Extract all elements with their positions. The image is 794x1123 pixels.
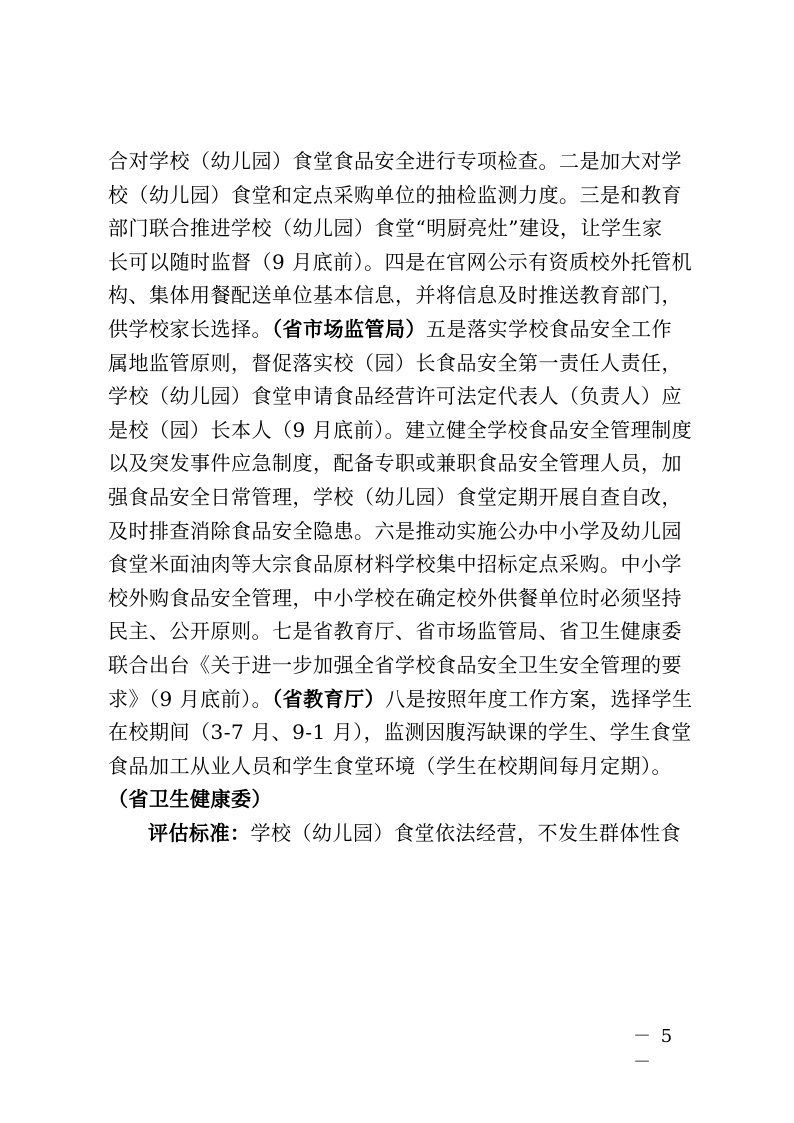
text-line <box>108 414 698 448</box>
page-number: － 5 － <box>633 1026 675 1073</box>
text-line <box>108 481 698 515</box>
text-run: 及时排查消除食品安全隐患。六是推动实施公办中小学及幼儿园 <box>108 518 682 543</box>
text-run: 五是落实学校食品安全工作 <box>426 316 672 341</box>
text-run: 食堂米面油肉等大宗食品原材料学校集中招标定点采购。中小学 <box>108 552 682 577</box>
text-line <box>108 750 698 784</box>
body-text <box>108 145 698 850</box>
text-line <box>108 347 698 381</box>
responsible-agency-label: （省教育厅） <box>272 686 386 711</box>
text-run: 合对学校（幼儿园）食堂食品安全进行专项检查。二是加大对学 <box>108 149 682 173</box>
text-run: 部门联合推进学校（幼儿园）食堂“明厨亮灶”建设，让学生家 <box>108 216 663 241</box>
text-run: 学校（幼儿园）食堂依法经营，不发生群体性食 <box>250 820 681 845</box>
text-line <box>108 246 698 280</box>
text-line <box>108 447 698 481</box>
evaluation-standard-label: 评估标准： <box>148 820 251 845</box>
text-line <box>108 548 698 582</box>
text-run: 校（幼儿园）食堂和定点采购单位的抽检监测力度。三是和教育 <box>108 182 682 207</box>
text-run: 是校（园）长本人（9 月底前）。建立健全学校食品安全管理制度 <box>108 417 693 442</box>
text-line <box>108 649 698 683</box>
responsible-agency-label: （省卫生健康委） <box>108 787 272 812</box>
text-run: 八是按照年度工作方案，选择学生 <box>385 686 693 711</box>
text-run: 民主、公开原则。七是省教育厅、省市场监管局、省卫生健康委 <box>108 619 682 644</box>
text-run: 构、集体用餐配送单位基本信息，并将信息及时推送教育部门， <box>108 283 682 308</box>
text-run: 联合出台《关于进一步加强全省学校食品安全卫生安全管理的要 <box>108 652 682 677</box>
text-run: 求》（9 月底前）。 <box>108 686 273 711</box>
text-run: 长可以随时监督（9 月底前）。四是在官网公示有资质校外托管机 <box>108 249 693 274</box>
text-run: 供学校家长选择。 <box>108 316 272 341</box>
text-line <box>108 582 698 616</box>
text-run: 强食品安全日常管理，学校（幼儿园）食堂定期开展自查自改， <box>108 484 682 509</box>
text-line <box>108 212 698 246</box>
text-line <box>108 817 698 851</box>
text-line <box>108 615 698 649</box>
text-run: 以及突发事件应急制度，配备专职或兼职食品安全管理人员，加 <box>108 451 682 476</box>
text-run: 属地监管原则，督促落实校（园）长食品安全第一责任人责任， <box>108 350 682 375</box>
text-run: 学校（幼儿园）食堂申请食品经营许可法定代表人（负责人）应 <box>108 384 682 409</box>
text-line <box>108 179 698 213</box>
text-line <box>108 783 698 817</box>
text-line <box>108 313 698 347</box>
responsible-agency-label: （省市场监管局） <box>272 316 426 341</box>
text-line <box>108 683 698 717</box>
text-line <box>108 515 698 549</box>
text-line <box>108 380 698 414</box>
text-line <box>108 279 698 313</box>
text-line <box>108 716 698 750</box>
text-run: 在校期间（3-7 月、9-1 月），监测因腹泻缺课的学生、学生食堂 <box>108 720 692 745</box>
text-run: 校外购食品安全管理，中小学校在确定校外供餐单位时必须坚持 <box>108 585 682 610</box>
text-run: 食品加工从业人员和学生食堂环境（学生在校期间每月定期）。 <box>108 753 672 778</box>
text-line <box>108 145 698 179</box>
